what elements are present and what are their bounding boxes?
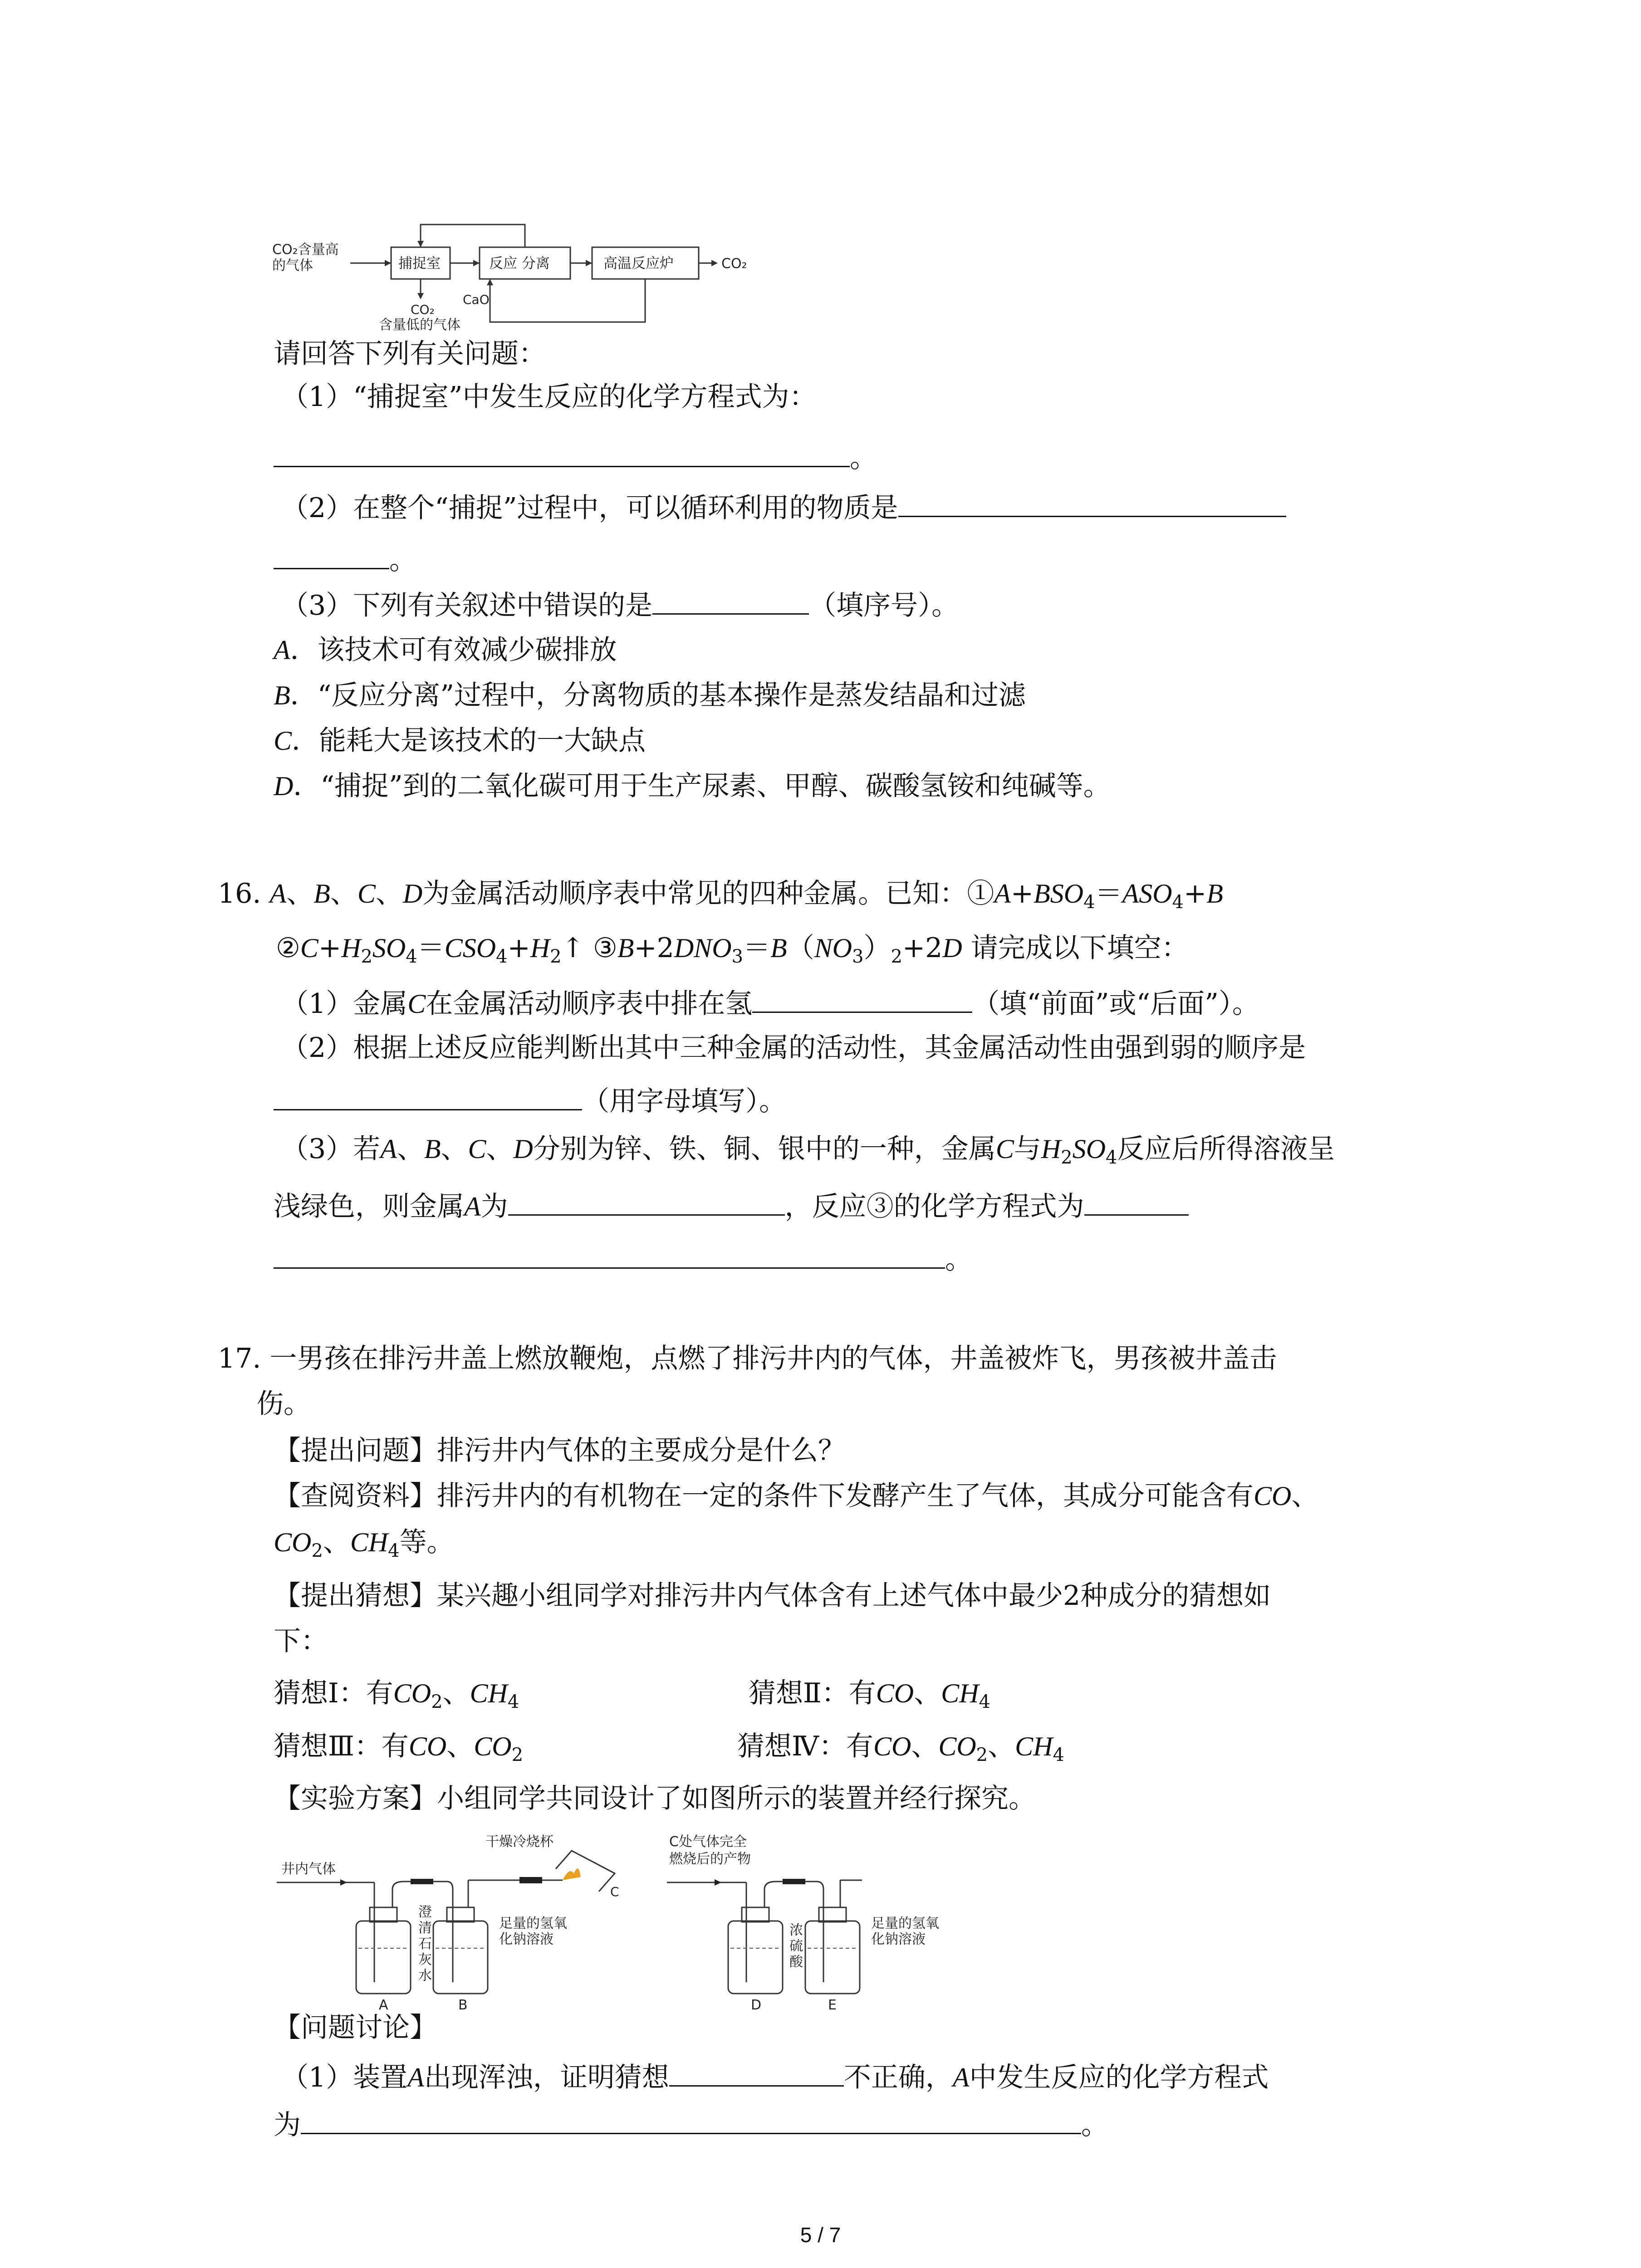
limewater-label: 水: [418, 1968, 432, 1984]
q17-research-cont: $CO_2$、$CH_4$等。: [274, 1526, 454, 1561]
low-gas-label: CO₂: [411, 302, 435, 317]
q17-discussion-1-cont: 为 。: [274, 2105, 1108, 2143]
q16-part3: （3）若A、B、C、D分别为锌、铁、铜、银中的一种，金属C与$H_2SO_4$反应后所得溶液呈: [281, 1133, 1335, 1168]
q17-plan: 【实验方案】小组同学共同设计了如图所示的装置并经行探究。: [274, 1783, 1036, 1814]
answer-blank[interactable]: [274, 1081, 582, 1110]
c-products-label: C处气体完全: [669, 1834, 747, 1850]
q17-guess-4: 猜想Ⅳ：有CO、$CO_2$、$CH_4$: [737, 1730, 1064, 1765]
bottle-e-label: E: [828, 1997, 837, 2013]
limewater-label: 澄: [418, 1904, 432, 1920]
gas-in-label: 井内气体: [281, 1861, 336, 1877]
page-number: 5 / 7: [800, 2223, 841, 2247]
answer-blank[interactable]: [274, 540, 389, 569]
q17-intro: 17. 一男孩在排污井盖上燃放鞭炮，点燃了排污井内的气体，井盖被炸飞，男孩被井盖击: [218, 1343, 1277, 1374]
input-gas-label-2: 的气体: [272, 258, 313, 274]
q15-part2-answer-line: 。: [274, 540, 416, 578]
input-gas-label: CO₂含量高: [272, 242, 339, 258]
q15-intro: 请回答下列有关问题：: [274, 338, 546, 370]
answer-blank[interactable]: [301, 2105, 1081, 2134]
q16-equations: $②C+H_2SO_4=CSO_4+H_2↑$ $③B+2DNO_3=B(NO_3)_2+2D$ 请完成以下填空：: [276, 932, 1189, 967]
output-co2-label: CO₂: [721, 256, 747, 272]
answer-blank[interactable]: [274, 438, 850, 467]
cao-label: CaO: [463, 292, 490, 307]
q17-guess-2: 猜想Ⅱ：有CO、$CH_4$: [749, 1677, 990, 1712]
answer-blank[interactable]: [274, 1239, 945, 1269]
limewater-label: 清: [418, 1920, 432, 1936]
q16-intro: 16. A、B、C、D为金属活动顺序表中常见的四种金属。已知：$①A+BSO_4=ASO_4+B$: [218, 878, 1223, 913]
q17-guess-1: 猜想Ⅰ：有$CO_2$、$CH_4$: [274, 1677, 519, 1712]
beaker-label: 干燥冷烧杯: [485, 1834, 554, 1850]
c-products-label-2: 燃烧后的产物: [669, 1851, 751, 1867]
naoh-label-e: 足量的氢氧: [871, 1916, 939, 1931]
q16-part2: （2）根据上述反应能判断出其中三种金属的活动性，其金属活动性由强到弱的顺序是: [281, 1032, 1306, 1064]
bottle-a-label: A: [379, 1997, 388, 2013]
q16-part1: （1）金属C在金属活动顺序表中排在氢 （填“前面”或“后面”）。: [281, 983, 1259, 1022]
q16-part3-cont: 浅绿色，则金属A为 ，反应③的化学方程式为: [274, 1186, 1189, 1225]
q15-option-b: B．“反应分离”过程中，分离物质的基本操作是蒸发结晶和过滤: [274, 679, 1026, 711]
q15-option-a: A．该技术可有效减少碳排放: [274, 634, 617, 666]
answer-blank[interactable]: [898, 488, 1286, 517]
q17-intro-cont: 伤。: [256, 1388, 311, 1420]
question-number: 17.: [218, 1343, 261, 1374]
limewater-label: 石: [418, 1936, 432, 1952]
q15-part3: （3）下列有关叙述中错误的是 （填序号）。: [281, 585, 959, 624]
q15-part1-answer-line: 。: [274, 438, 877, 476]
q15-part2: （2）在整个“捕捉”过程中，可以循环利用的物质是: [281, 488, 1286, 526]
q17-guess-3: 猜想Ⅲ：有CO、$CO_2$: [274, 1730, 524, 1765]
h2so4-label: 酸: [789, 1954, 803, 1970]
q17-question: 【提出问题】排污井内气体的主要成分是什么？: [274, 1435, 845, 1466]
naoh-label-b: 足量的氢氧: [499, 1916, 567, 1931]
q15-option-c: C．能耗大是该技术的一大缺点: [274, 725, 646, 757]
limewater-label: 灰: [418, 1952, 432, 1968]
question-number: 16.: [218, 878, 261, 909]
q17-discussion-1: （1）装置A出现浑浊，证明猜想 不正确，A中发生反应的化学方程式: [281, 2057, 1269, 2096]
q17-guess-intro-cont: 下：: [274, 1625, 328, 1657]
q16-part3-answer-line: 。: [274, 1239, 972, 1278]
naoh-label-e-2: 化钠溶液: [871, 1931, 926, 1947]
answer-blank[interactable]: [752, 983, 972, 1013]
furnace-box: 高温反应炉: [603, 255, 674, 272]
low-gas-label-2: 含量低的气体: [379, 317, 460, 333]
h2so4-label: 浓: [789, 1922, 803, 1938]
q15-option-d: D．“捕捉”到的二氧化碳可用于生产尿素、甲醇、碳酸氢铵和纯碱等。: [274, 770, 1111, 802]
q15-part1: （1）“捕捉室”中发生反应的化学方程式为：: [281, 381, 817, 413]
bottle-b-label: B: [458, 1997, 468, 2013]
q16-part2-answer-line: （用字母填写）。: [274, 1081, 786, 1119]
q17-guess-intro: 【提出猜想】某兴趣小组同学对排污井内气体含有上述气体中最少2种成分的猜想如: [274, 1580, 1271, 1612]
naoh-label-b-2: 化钠溶液: [499, 1931, 554, 1947]
h2so4-label: 硫: [789, 1938, 803, 1954]
answer-blank[interactable]: [1084, 1186, 1189, 1216]
co2-capture-flow-diagram: [272, 213, 753, 349]
bottle-d-label: D: [751, 1997, 762, 2013]
answer-blank[interactable]: [652, 585, 809, 615]
answer-blank[interactable]: [669, 2057, 844, 2087]
capture-room-box: 捕捉室: [398, 255, 441, 272]
q17-research: 【查阅资料】排污井内的有机物在一定的条件下发酵产生了气体，其成分可能含有CO、: [274, 1480, 1319, 1512]
reaction-separation-box: 反应 分离: [489, 255, 550, 272]
experiment-apparatus-diagram: [272, 1823, 1025, 2014]
answer-blank[interactable]: [508, 1186, 785, 1216]
q17-discussion: 【问题讨论】: [274, 2012, 437, 2043]
flame-c-label: C: [610, 1884, 619, 1899]
